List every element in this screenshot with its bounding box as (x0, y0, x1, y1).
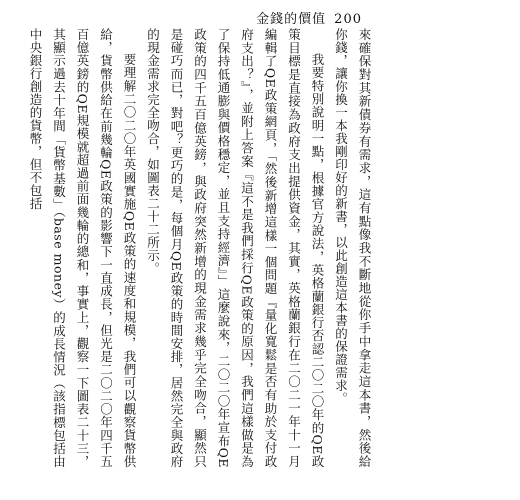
page-number: 200 (334, 12, 362, 27)
book-title: 金錢的價值 (256, 12, 327, 27)
paragraph: 來確保對其新債券有需求，這有點像我不斷地從你手中拿走這本書，然後給你錢，讓你換一本我剛印好的新書，以此創造這本書的保證需求。 (333, 28, 372, 468)
paragraph: 要理解二〇二〇年英國實施QE政策的速度和規模，我們可以觀察貨幣供給，貨幣供給在前幾輪QE政策的影響下一直成長，但光是二〇二〇年四千五百億英鎊的QE規模就超過前面幾輪的總和，事實上，觀察一下圖表二十三，其顯示過去十年間「貨幣基數」（base money）的成長情況（該指標包括由中央銀行創造的貨幣，但不包括 (28, 28, 137, 468)
running-header (256, 8, 362, 27)
body-text (28, 28, 376, 468)
paragraph: 我要特別說明一點，根據官方說法，英格蘭銀行否認二〇二〇年的QE政策目標是直接為政府支出提供資金，其實，英格蘭銀行在二〇二一年十一月編輯了QE政策網頁，「然後新增這樣一個問題『量化寬鬆是否有助於支付政府支出？』，並附上答案『這不是我們採行QE政策的原因，我們這樣做是為了保持低通膨與價格穩定，並且支持經濟』」這麼說來，二〇二〇年宣布QE政策的四千五百億英鎊，與政府突然新增的現金需求幾乎完全吻合，顯然只是碰巧而已，對吧？更巧的是，每個月QE政策的時間安排，居然完全與政府的現金需求完全吻合，如圖表二十二所示。 (145, 28, 325, 468)
